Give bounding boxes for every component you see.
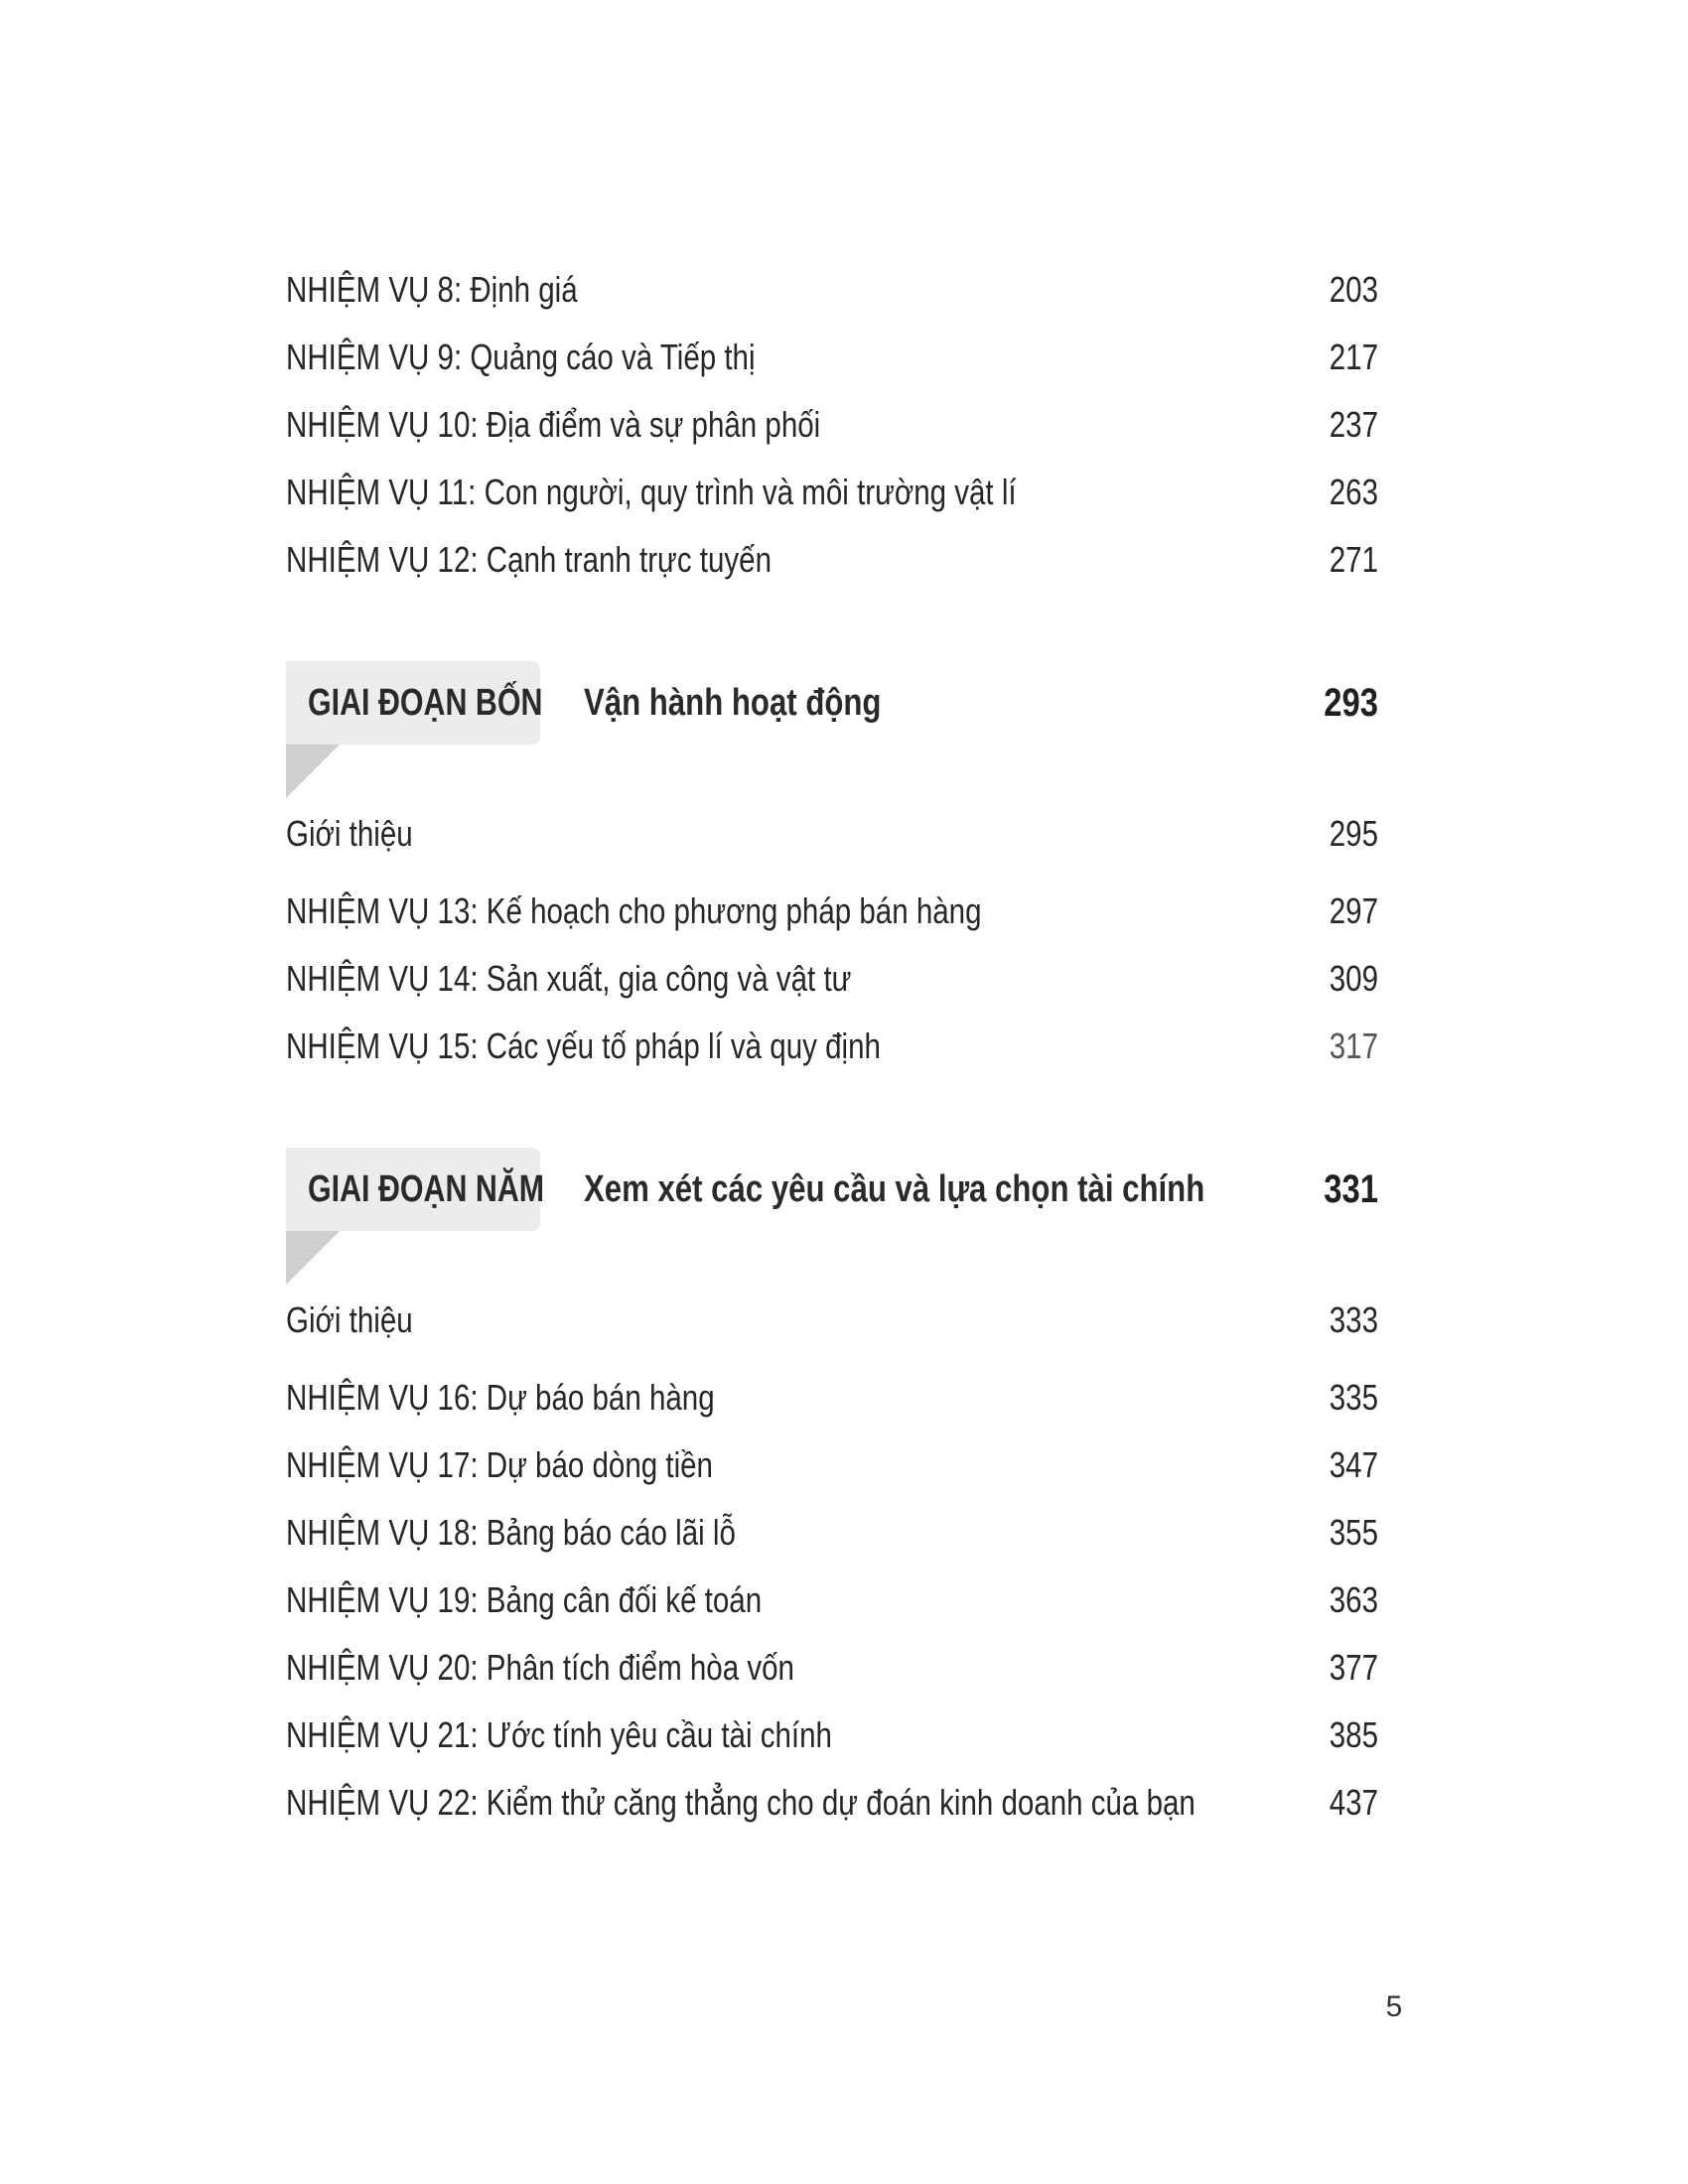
toc-entry-page: 217 [1329, 337, 1378, 377]
toc-entry-page: 333 [1329, 1299, 1378, 1340]
toc-entry [286, 1017, 1182, 1076]
toc-entry-page: 385 [1329, 1714, 1378, 1755]
toc-entry [286, 1706, 1182, 1765]
stage-header-4 [286, 661, 1378, 800]
stage-badge-tab [286, 1231, 340, 1285]
toc-entry [286, 949, 1182, 1009]
toc-entry [286, 1291, 1182, 1350]
toc-entry [286, 804, 1182, 864]
stage-page: 331 [1324, 1167, 1378, 1211]
toc-entry-page: 309 [1329, 958, 1378, 999]
stage-page: 293 [1324, 681, 1378, 725]
toc-entry-page: 317 [1329, 1025, 1378, 1066]
toc-entry-title: Giới thiệu [286, 1299, 413, 1340]
toc-entry-title: NHIỆM VỤ 11: Con người, quy trình và môi trường vật lí [286, 472, 1017, 512]
toc-entry-title: NHIỆM VỤ 10: Địa điểm và sự phân phối [286, 404, 821, 445]
toc-entry-title: NHIỆM VỤ 8: Định giá [286, 269, 578, 310]
toc-entry-title: NHIỆM VỤ 18: Bảng báo cáo lãi lỗ [286, 1512, 736, 1553]
toc-entry [286, 530, 1182, 590]
toc-entry [286, 1570, 1182, 1630]
stage-header-5 [286, 1148, 1378, 1287]
toc-entry [286, 1435, 1182, 1495]
page-number: 5 [1385, 1990, 1403, 2023]
toc-entry [286, 1503, 1182, 1563]
toc-entry-page: 363 [1329, 1579, 1378, 1620]
toc-entry-title: Giới thiệu [286, 813, 413, 854]
stage-badge-tab [286, 745, 340, 798]
toc-entry-title: NHIỆM VỤ 12: Cạnh tranh trực tuyến [286, 539, 773, 580]
toc-entry-page: 355 [1329, 1512, 1378, 1553]
stage-badge-label: GIAI ĐOẠN BỐN [308, 682, 543, 724]
stage-badge [286, 1148, 545, 1231]
toc-entry [286, 1368, 1182, 1428]
stage-title: Xem xét các yêu cầu và lựa chọn tài chính [584, 1168, 1205, 1210]
toc-entry-page: 347 [1329, 1444, 1378, 1485]
toc-entry [286, 882, 1182, 941]
toc-entry-title: NHIỆM VỤ 22: Kiểm thử căng thẳng cho dự đoán kinh doanh của bạn [286, 1782, 1196, 1823]
toc-entry [286, 1638, 1182, 1698]
toc-entry [286, 1773, 1196, 1833]
toc-entry-title: NHIỆM VỤ 9: Quảng cáo và Tiếp thị [286, 337, 756, 377]
toc-entry [286, 395, 1182, 455]
toc-entry [286, 328, 1182, 387]
toc-entry-title: NHIỆM VỤ 14: Sản xuất, gia công và vật tư [286, 958, 852, 999]
toc-entry-page: 377 [1329, 1647, 1378, 1688]
stage-title: Vận hành hoạt động [584, 682, 882, 724]
toc-entry-title: NHIỆM VỤ 20: Phân tích điểm hòa vốn [286, 1647, 794, 1688]
toc-entry-page: 271 [1329, 539, 1378, 580]
toc-entry-page: 237 [1329, 404, 1378, 445]
toc-entry-page: 297 [1329, 890, 1378, 931]
toc-entry-title: NHIỆM VỤ 15: Các yếu tố pháp lí và quy định [286, 1025, 881, 1066]
stage-badge [286, 661, 543, 745]
toc-entry-title: NHIỆM VỤ 19: Bảng cân đối kế toán [286, 1579, 763, 1620]
toc-entry-title: NHIỆM VỤ 21: Ước tính yêu cầu tài chính [286, 1714, 832, 1755]
toc-entry-title: NHIỆM VỤ 13: Kế hoạch cho phương pháp bán hàng [286, 890, 982, 931]
toc-entry-title: NHIỆM VỤ 16: Dự báo bán hàng [286, 1377, 715, 1418]
toc-entry-page: 203 [1329, 269, 1378, 310]
toc-entry-page: 437 [1329, 1782, 1378, 1823]
toc-entry [286, 463, 1182, 522]
toc-entry-page: 335 [1329, 1377, 1378, 1418]
toc-entry-page: 263 [1329, 472, 1378, 512]
toc-entry [286, 260, 1182, 320]
toc-entry-title: NHIỆM VỤ 17: Dự báo dòng tiền [286, 1444, 713, 1485]
stage-badge-label: GIAI ĐOẠN NĂM [308, 1168, 545, 1210]
toc-entry-page: 295 [1329, 813, 1378, 854]
